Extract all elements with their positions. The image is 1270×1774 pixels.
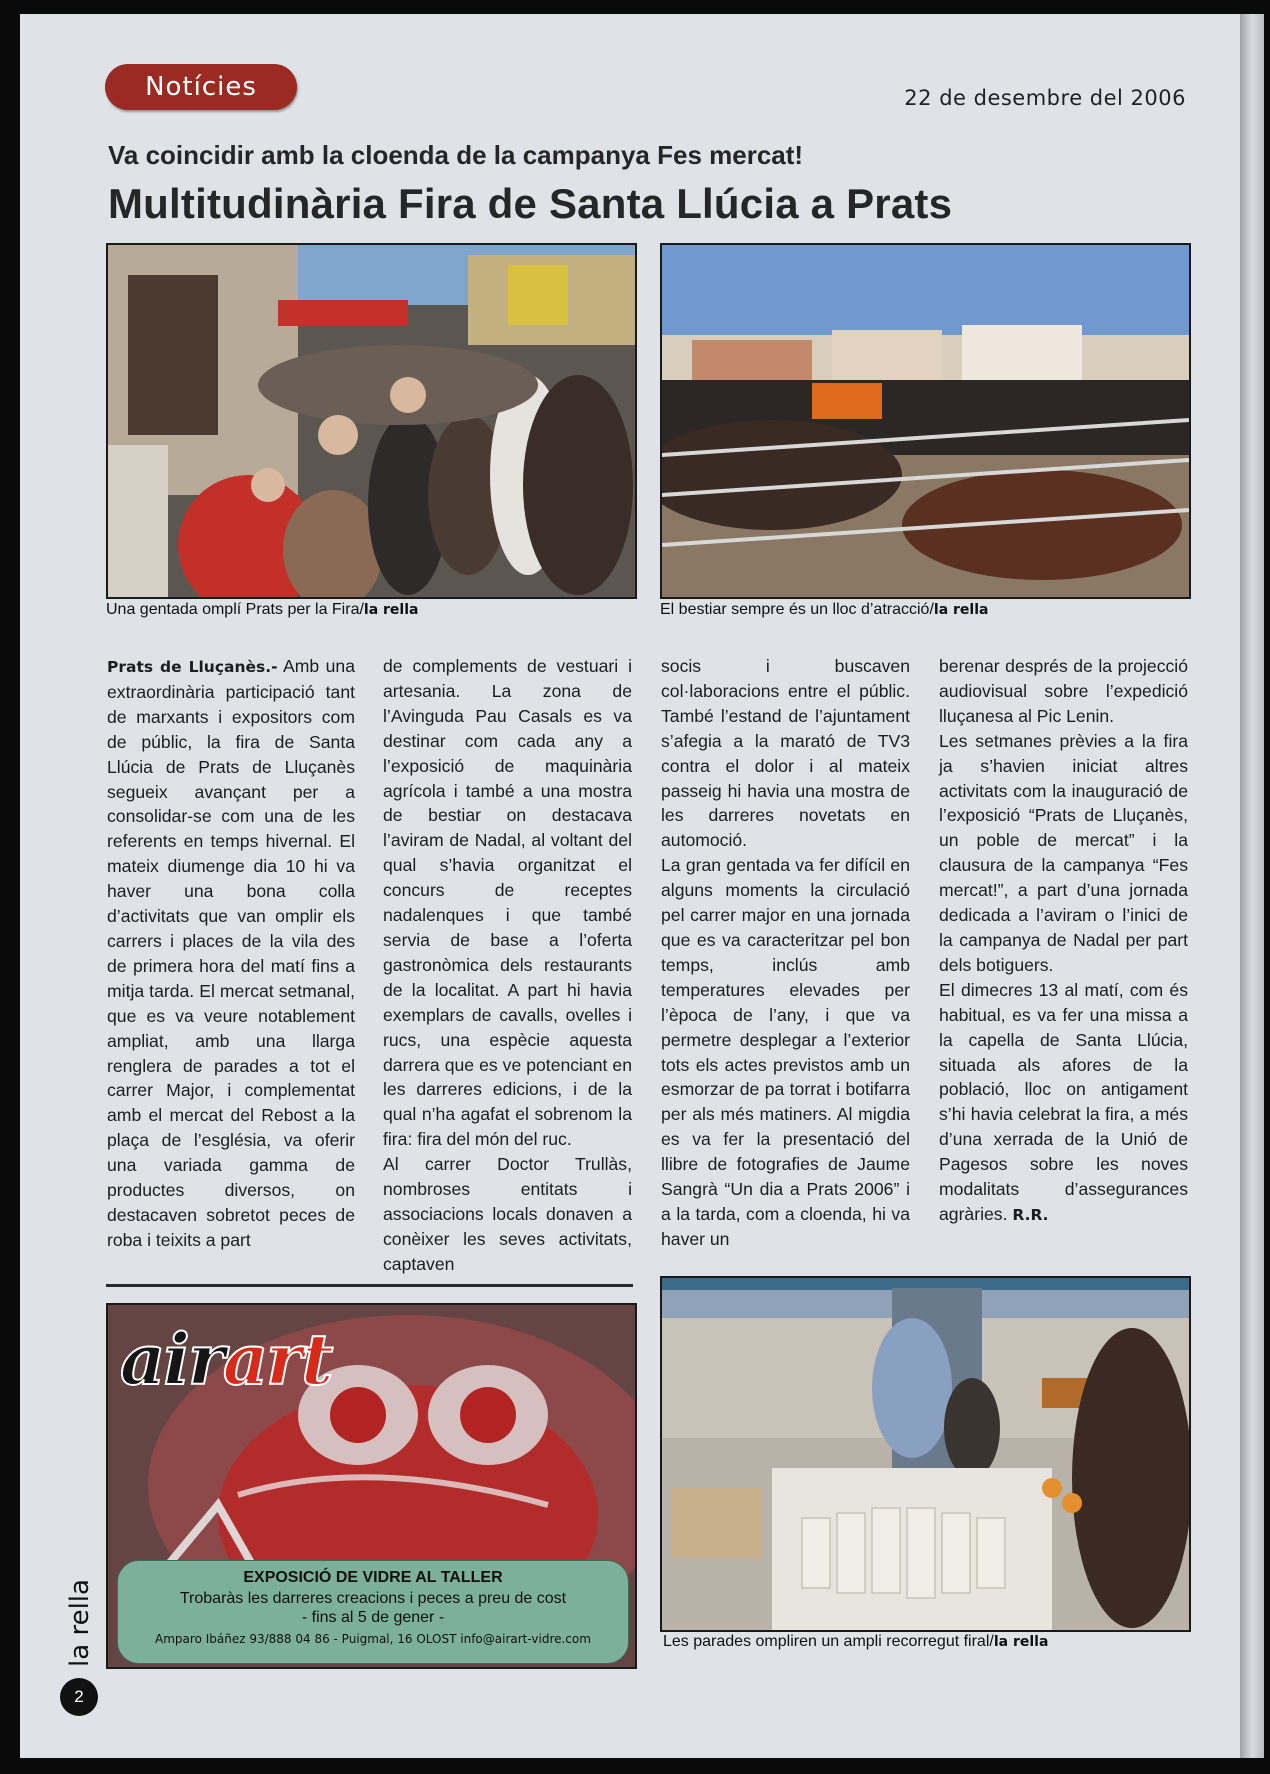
article-signature: R.R. [1012, 1205, 1049, 1224]
article-dateline: Prats de Lluçanès.- [107, 658, 278, 676]
column2-para1: de complements de vestuari i artesania. La zona de l’Avinguda Pau Casals es va destinar com cada any a l’exposició de maquinària agrícola i també a una mostra de bestiar on destacava l’aviram de Nadal, al voltant del qual s’havia organitzat el concurs de receptes nadalenques i que també servia de base a l’oferta gastronòmica dels restaurants de la localitat. A part hi havia exemplars de cavalls, ovelles i rucs, una espècie aquesta darrera que es ve potenciant en les darreres edicions, i de la qual n’ha agafat el sobrenom la fira: fira del món del ruc. [383, 656, 632, 1150]
ad-line-1: Trobaràs les darreres creacions i peces a preu de cost [179, 1590, 567, 1607]
ad-title: EXPOSICIÓ DE VIDRE AL TALLER [243, 1569, 503, 1586]
article-headline: Multitudinària Fira de Santa Llúcia a Prats [108, 180, 953, 227]
photo3-credit: la rella [993, 1634, 1049, 1650]
photo2-caption: El bestiar sempre és un lloc d’atracció/la rella [660, 601, 989, 618]
ad-line-2: - fins al 5 de gener - [301, 1609, 445, 1626]
airart-logo: airart [120, 1318, 332, 1401]
column4-para3: El dimecres 13 al matí, com és habitual, es va fer una missa a la capella de Santa Llúcia, situada als afores de la població, lloc on antigament s’hi havia celebrat la fira, a més d’una xerrada de la Unió de Pagesos sobre les noves modalitats d’assegurances agràries. [939, 979, 1188, 1224]
column4-para1: berenar després de la projecció audiovisual sobre l’expedició lluçanesa al Pic Lenin. [939, 656, 1188, 726]
photo2-credit: la rella [933, 602, 989, 618]
section-divider [106, 1284, 633, 1287]
magazine-name-vertical: la rella [65, 1579, 95, 1667]
column2-para2: Al carrer Doctor Trullàs, nombroses entitats i associacions locals donaven a conèixer les seves activitats, captaven [383, 1154, 632, 1274]
article-kicker: Va coincidir amb la cloenda de la campanya Fes mercat! [108, 140, 804, 170]
article-column-3 [661, 654, 910, 1252]
article-column-2 [383, 654, 632, 1277]
photo-livestock [660, 243, 1191, 599]
issue-date: 22 de desembre del 2006 [904, 86, 1186, 110]
column3-para1: socis i buscaven col·laboracions entre el públic. També l’estand de l’ajuntament s’afegia a la marató de TV3 contra el dolor i al mateix passeig hi havia una mostra de les darreres novetats en automoció. [661, 656, 910, 851]
photo3-caption: Les parades ompliren un ampli recorregut firal/la rella [663, 1633, 1049, 1650]
photo-street-crowd [106, 243, 637, 599]
page-number: 2 [60, 1678, 98, 1716]
section-badge: Notícies [105, 64, 297, 110]
photo1-caption: Una gentada omplí Prats per la Fira/la rella [106, 601, 419, 618]
ad-info-box [117, 1560, 629, 1664]
column4-para2: Les setmanes prèvies a la fira ja s’havien iniciat altres activitats com la inauguració de l’exposició “Prats de Lluçanès, un poble de mercat” i la clausura de la campanya “Fes mercat!”, a part d’una jornada dedicada a l’aviram o l’inici de la campanya de Nadal per part dels botiguers. [939, 730, 1188, 975]
article-column-1 [107, 654, 355, 1253]
column1-text: Amb una extraordinària participació tant de marxants i expositors com de públic, la fira de Santa Llúcia de Prats de Lluçanès segueix avançant per a consolidar-se com una de les referents en temps hivernal. El mateix diumenge dia 10 hi va haver una bona colla d’activitats que van omplir els carrers i places de la vila des de primera hora del matí fins a mitja tarda. El mercat setmanal, que es va veure notablement ampliat, amb una llarga renglera de parades a tot el carrer Major, i complementat amb el mercat del Rebost a la plaça de l’església, va oferir una variada gamma de productes diversos, on destacaven sobretot peces de roba i teixits a part [107, 656, 355, 1250]
photo1-credit: la rella [363, 602, 419, 618]
article-column-4 [939, 654, 1188, 1228]
ad-contact: Amparo Ibáñez 93/888 04 86 - Puigmal, 16 OLOST info@airart-vidre.com [155, 1632, 591, 1646]
next-page-edge [1240, 14, 1264, 1758]
column3-para2: La gran gentada va fer difícil en alguns moments la circulació pel carrer major en una jornada que es va caracteritzar pel bon temps, inclús amb temperatures elevades per l’època de l’any, i que va permetre desplegar a l’exterior tots els actes previstos amb un esmorzar de pa torrat i botifarra per als més matiners. Al migdia es va fer la presentació del llibre de fotografies de Jaume Sangrà “Un dia a Prats 2006” i a la tarda, com a cloenda, hi va haver un [661, 855, 910, 1249]
photo-market-stalls [660, 1276, 1191, 1632]
